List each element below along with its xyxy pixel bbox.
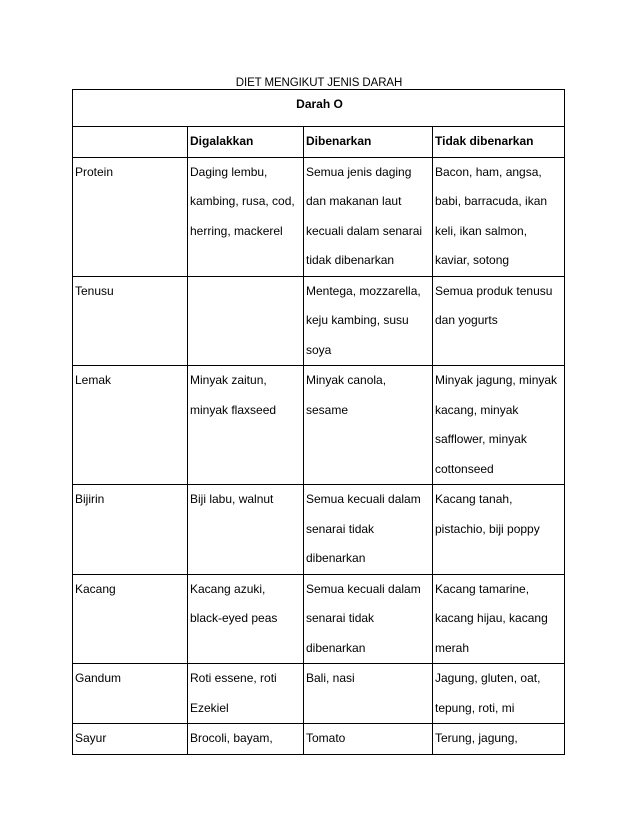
cell-tidak	[433, 724, 565, 755]
table-row	[73, 366, 565, 485]
cell-line: Bali, nasi	[306, 671, 355, 685]
cell-line: cottonseed	[435, 461, 494, 476]
cell-dibenarkan	[304, 366, 433, 485]
cell-line: minyak flaxseed	[190, 402, 277, 417]
column-header-row	[73, 127, 565, 158]
cell-line: Minyak zaitun,	[190, 373, 267, 387]
cell-line: dan makanan laut	[306, 194, 402, 208]
cell-line: Kacang tamarine,	[435, 581, 530, 596]
cell-digalakkan	[188, 574, 304, 664]
cell-line: black-eyed peas	[190, 611, 278, 625]
cell-line: pistachio, biji poppy	[435, 521, 540, 536]
cell-line: herring, mackerel	[190, 223, 283, 238]
cell-digalakkan	[188, 664, 304, 724]
cell-line: dibenarkan	[306, 551, 366, 565]
column-header: Digalakkan	[188, 127, 304, 158]
cell-dibenarkan	[304, 724, 433, 755]
cell-line: soya	[306, 342, 332, 357]
cell-line: kecuali dalam senarai	[306, 223, 423, 238]
cell-line: senarai tidak	[306, 611, 375, 625]
cell-line: keju kambing, susu	[306, 313, 409, 327]
cell-line: Jagung, gluten, oat,	[435, 671, 541, 685]
column-header	[73, 127, 188, 158]
cell-dibenarkan	[304, 664, 433, 724]
cell-tidak	[433, 157, 565, 276]
cell-line: sesame	[306, 402, 349, 417]
cell-line: Roti essene, roti	[190, 671, 277, 685]
cell-tidak	[433, 664, 565, 724]
cell-digalakkan	[188, 485, 304, 575]
cell-line: keli, ikan salmon,	[435, 223, 528, 238]
table-row	[73, 157, 565, 276]
cell-digalakkan	[188, 366, 304, 485]
cell-line: Ezekiel	[190, 700, 229, 715]
blood-type-row	[73, 90, 565, 127]
cell-line: Semua produk tenusu	[435, 283, 553, 298]
row-category: Tenusu	[73, 276, 188, 366]
table-row	[73, 574, 565, 664]
cell-digalakkan	[188, 157, 304, 276]
row-category: Lemak	[73, 366, 188, 485]
cell-line: safflower, minyak	[435, 432, 527, 446]
cell-line: tepung, roti, mi	[435, 700, 515, 715]
cell-line: babi, barracuda, ikan	[435, 194, 548, 208]
cell-dibenarkan	[304, 157, 433, 276]
column-header: Tidak dibenarkan	[433, 127, 565, 158]
cell-tidak	[433, 485, 565, 575]
row-category: Sayur	[73, 724, 188, 755]
cell-tidak	[433, 574, 565, 664]
table-row	[73, 664, 565, 724]
row-category: Gandum	[73, 664, 188, 724]
cell-line: Brocoli, bayam,	[190, 731, 273, 745]
cell-line: Tomato	[306, 731, 346, 745]
cell-line: Minyak canola,	[306, 373, 387, 387]
document-title: DIET MENGIKUT JENIS DARAH	[235, 77, 403, 89]
table-row	[73, 276, 565, 366]
cell-line: Kacang tanah,	[435, 492, 513, 506]
cell-line: Biji labu, walnut	[190, 492, 274, 506]
cell-line: Semua kecuali dalam	[306, 492, 421, 506]
table-row	[73, 724, 565, 755]
cell-tidak	[433, 276, 565, 366]
cell-dibenarkan	[304, 574, 433, 664]
cell-line: merah	[435, 640, 470, 655]
cell-line: kaviar, sotong	[435, 253, 510, 267]
row-category: Bijirin	[73, 485, 188, 575]
cell-line: Terung, jagung,	[435, 731, 518, 745]
cell-line: dibenarkan	[306, 640, 366, 655]
cell-line: dan yogurts	[435, 313, 498, 327]
cell-digalakkan	[188, 724, 304, 755]
cell-line: Mentega, mozzarella,	[306, 283, 421, 298]
row-category: Kacang	[73, 574, 188, 664]
cell-line: Minyak jagung, minyak	[435, 373, 558, 387]
cell-line: kacang hijau, kacang	[435, 611, 548, 625]
cell-dibenarkan	[304, 276, 433, 366]
cell-digalakkan	[188, 276, 304, 366]
cell-line: kacang, minyak	[435, 402, 519, 417]
row-category: Protein	[73, 157, 188, 276]
cell-line: Kacang azuki,	[190, 581, 266, 596]
cell-line: Semua kecuali dalam	[306, 581, 421, 596]
cell-line: Daging lembu,	[190, 164, 268, 179]
diet-table	[72, 89, 565, 755]
cell-line: kambing, rusa, cod,	[190, 194, 295, 208]
cell-line: senarai tidak	[306, 521, 375, 536]
cell-tidak	[433, 366, 565, 485]
cell-dibenarkan	[304, 485, 433, 575]
cell-line: Bacon, ham, angsa,	[435, 164, 542, 179]
cell-line: Semua jenis daging	[306, 164, 412, 179]
column-header: Dibenarkan	[304, 127, 433, 158]
table-row	[73, 485, 565, 575]
blood-type-heading: Darah O	[73, 90, 565, 127]
cell-line: tidak dibenarkan	[306, 253, 395, 267]
